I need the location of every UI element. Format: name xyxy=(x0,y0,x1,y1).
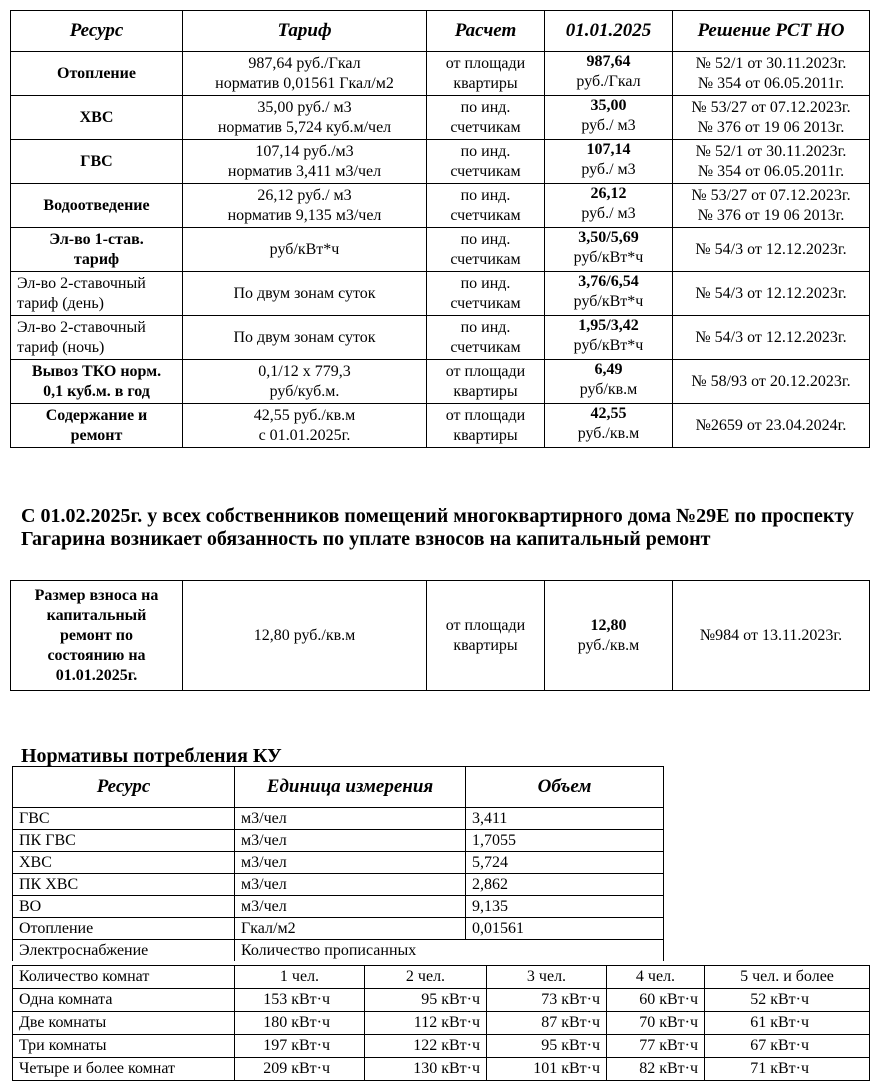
rooms-label: Четыре и более комнат xyxy=(13,1058,235,1081)
header-persons: 5 чел. и более xyxy=(705,966,870,989)
calc-cell: по инд. счетчикам xyxy=(427,184,545,228)
tariff-cell: 0,1/12 х 779,3 руб/куб.м. xyxy=(183,360,427,404)
norm-resource: ХВС xyxy=(13,852,235,874)
electricity-value: 61 кВт·ч xyxy=(705,1012,870,1035)
electricity-value: 112 кВт·ч xyxy=(365,1012,487,1035)
electricity-value: 71 кВт·ч xyxy=(705,1058,870,1081)
capital-repair-table xyxy=(10,580,870,691)
electricity-header-row xyxy=(13,966,870,989)
header-unit: Единица измерения xyxy=(235,767,466,808)
rooms-label: Две комнаты xyxy=(13,1012,235,1035)
calc-cell: по инд. счетчикам xyxy=(427,96,545,140)
electricity-value: 77 кВт·ч xyxy=(607,1035,705,1058)
norm-volume: 1,7055 xyxy=(466,830,664,852)
calc-cell: по инд. счетчикам xyxy=(427,272,545,316)
header-decision: Решение РСТ НО xyxy=(673,11,870,52)
table-row xyxy=(11,184,870,228)
electricity-value: 95 кВт·ч xyxy=(487,1035,607,1058)
header-persons: 4 чел. xyxy=(607,966,705,989)
value-cell: 107,14 руб./ м3 xyxy=(545,140,673,184)
resource-cell: Отопление xyxy=(11,52,183,96)
resource-cell: Эл-во 1-став. тариф xyxy=(11,228,183,272)
tariff-cell: 26,12 руб./ м3 норматив 9,135 м3/чел xyxy=(183,184,427,228)
norms-table xyxy=(12,766,664,961)
table-row xyxy=(13,874,664,896)
electricity-table xyxy=(12,965,870,1081)
header-date: 01.01.2025 xyxy=(545,11,673,52)
value-cell: 42,55 руб./кв.м xyxy=(545,404,673,448)
table-row xyxy=(11,140,870,184)
table-row xyxy=(11,581,870,691)
electricity-value: 101 кВт·ч xyxy=(487,1058,607,1081)
norm-resource: ПК ХВС xyxy=(13,874,235,896)
decision-cell: №2659 от 23.04.2024г. xyxy=(673,404,870,448)
resource-cell: Эл-во 2-ставочный тариф (день) xyxy=(11,272,183,316)
calc-cell: по инд. счетчикам xyxy=(427,228,545,272)
header-resource: Ресурс xyxy=(13,767,235,808)
header-volume: Объем xyxy=(466,767,664,808)
table-row xyxy=(11,96,870,140)
tariff-cell: руб/кВт*ч xyxy=(183,228,427,272)
table-row xyxy=(11,404,870,448)
electricity-value: 153 кВт·ч xyxy=(235,989,365,1012)
table-row xyxy=(13,989,870,1012)
tariff-cell: По двум зонам суток xyxy=(183,316,427,360)
tariff-cell: 35,00 руб./ м3 норматив 5,724 куб.м/чел xyxy=(183,96,427,140)
decision-cell: № 53/27 от 07.12.2023г. № 376 от 19 06 2013г. xyxy=(673,184,870,228)
resource-cell: ГВС xyxy=(11,140,183,184)
tariff-header-row xyxy=(11,11,870,52)
tariff-cell: По двум зонам суток xyxy=(183,272,427,316)
header-tariff: Тариф xyxy=(183,11,427,52)
electricity-value: 87 кВт·ч xyxy=(487,1012,607,1035)
decision-cell: № 52/1 от 30.11.2023г. № 354 от 06.05.2011г. xyxy=(673,52,870,96)
table-row xyxy=(11,272,870,316)
electricity-value: 52 кВт·ч xyxy=(705,989,870,1012)
table-row xyxy=(13,830,664,852)
norm-volume: 2,862 xyxy=(466,874,664,896)
table-row xyxy=(13,852,664,874)
value-cell: 3,50/5,69 руб/кВт*ч xyxy=(545,228,673,272)
header-resource: Ресурс xyxy=(11,11,183,52)
electricity-value: 73 кВт·ч xyxy=(487,989,607,1012)
capital-repair-label: Размер взноса на капитальный ремонт по состоянию на 01.01.2025г. xyxy=(11,581,183,691)
rooms-label: Одна комната xyxy=(13,989,235,1012)
electricity-value: 82 кВт·ч xyxy=(607,1058,705,1081)
norms-title: Нормативы потребления КУ xyxy=(21,745,282,767)
tariff-cell: 42,55 руб./кв.м с 01.01.2025г. xyxy=(183,404,427,448)
calc-cell: от площади квартиры xyxy=(427,581,545,691)
value-cell: 987,64 руб./Гкал xyxy=(545,52,673,96)
value-cell: 3,76/6,54 руб/кВт*ч xyxy=(545,272,673,316)
table-row xyxy=(13,896,664,918)
calc-cell: по инд. счетчикам xyxy=(427,316,545,360)
resource-cell: Вывоз ТКО норм. 0,1 куб.м. в год xyxy=(11,360,183,404)
decision-cell: №984 от 13.11.2023г. xyxy=(673,581,870,691)
calc-cell: от площади квартиры xyxy=(427,404,545,448)
norm-volume: 5,724 xyxy=(466,852,664,874)
decision-cell: № 54/3 от 12.12.2023г. xyxy=(673,228,870,272)
electricity-value: 122 кВт·ч xyxy=(365,1035,487,1058)
resource-cell: Водоотведение xyxy=(11,184,183,228)
norm-resource: ВО xyxy=(13,896,235,918)
decision-cell: № 58/93 от 20.12.2023г. xyxy=(673,360,870,404)
norm-volume: 0,01561 xyxy=(466,918,664,940)
electricity-value: 197 кВт·ч xyxy=(235,1035,365,1058)
value-cell: 1,95/3,42 руб/кВт*ч xyxy=(545,316,673,360)
norm-unit: м3/чел xyxy=(235,874,466,896)
norm-unit: м3/чел xyxy=(235,830,466,852)
table-row xyxy=(13,1035,870,1058)
electricity-note: Количество прописанных xyxy=(235,940,664,962)
resource-cell: ХВС xyxy=(11,96,183,140)
norm-resource: ГВС xyxy=(13,808,235,830)
tariff-cell: 12,80 руб./кв.м xyxy=(183,581,427,691)
table-row xyxy=(11,228,870,272)
norm-unit: м3/чел xyxy=(235,852,466,874)
norm-resource: Отопление xyxy=(13,918,235,940)
header-calc: Расчет xyxy=(427,11,545,52)
electricity-value: 209 кВт·ч xyxy=(235,1058,365,1081)
value-cell: 35,00 руб./ м3 xyxy=(545,96,673,140)
header-rooms: Количество комнат xyxy=(13,966,235,989)
header-persons: 2 чел. xyxy=(365,966,487,989)
electricity-value: 95 кВт·ч xyxy=(365,989,487,1012)
table-row xyxy=(13,1012,870,1035)
electricity-value: 130 кВт·ч xyxy=(365,1058,487,1081)
value-cell: 6,49 руб/кв.м xyxy=(545,360,673,404)
tariff-table xyxy=(10,10,870,448)
norm-volume: 3,411 xyxy=(466,808,664,830)
norm-unit: Гкал/м2 xyxy=(235,918,466,940)
tariff-cell: 987,64 руб./Гкал норматив 0,01561 Гкал/м2 xyxy=(183,52,427,96)
decision-cell: № 54/3 от 12.12.2023г. xyxy=(673,272,870,316)
calc-cell: от площади квартиры xyxy=(427,360,545,404)
table-row xyxy=(11,52,870,96)
table-row xyxy=(11,316,870,360)
header-persons: 3 чел. xyxy=(487,966,607,989)
decision-cell: № 53/27 от 07.12.2023г. № 376 от 19 06 2013г. xyxy=(673,96,870,140)
norm-volume: 9,135 xyxy=(466,896,664,918)
calc-cell: от площади квартиры xyxy=(427,52,545,96)
norm-resource: ПК ГВС xyxy=(13,830,235,852)
header-persons: 1 чел. xyxy=(235,966,365,989)
electricity-value: 60 кВт·ч xyxy=(607,989,705,1012)
norms-header-row xyxy=(13,767,664,808)
electricity-value: 67 кВт·ч xyxy=(705,1035,870,1058)
norm-resource: Электроснабжение xyxy=(13,940,235,962)
table-row xyxy=(13,808,664,830)
decision-cell: № 54/3 от 12.12.2023г. xyxy=(673,316,870,360)
decision-cell: № 52/1 от 30.11.2023г. № 354 от 06.05.2011г. xyxy=(673,140,870,184)
norm-unit: м3/чел xyxy=(235,808,466,830)
value-cell: 26,12 руб./ м3 xyxy=(545,184,673,228)
table-row xyxy=(13,918,664,940)
electricity-value: 70 кВт·ч xyxy=(607,1012,705,1035)
electricity-value: 180 кВт·ч xyxy=(235,1012,365,1035)
calc-cell: по инд. счетчикам xyxy=(427,140,545,184)
norm-unit: м3/чел xyxy=(235,896,466,918)
table-row xyxy=(13,1058,870,1081)
table-row xyxy=(13,940,664,962)
rooms-label: Три комнаты xyxy=(13,1035,235,1058)
resource-cell: Эл-во 2-ставочный тариф (ночь) xyxy=(11,316,183,360)
capital-repair-notice: С 01.02.2025г. у всех собственников помещений многоквартирного дома №29Е по проспекту Гагарина возникает обязанность по уплате взносов на капитальный ремонт xyxy=(21,505,854,550)
table-row xyxy=(11,360,870,404)
tariff-cell: 107,14 руб./м3 норматив 3,411 м3/чел xyxy=(183,140,427,184)
resource-cell: Содержание и ремонт xyxy=(11,404,183,448)
value-cell: 12,80 руб./кв.м xyxy=(545,581,673,691)
